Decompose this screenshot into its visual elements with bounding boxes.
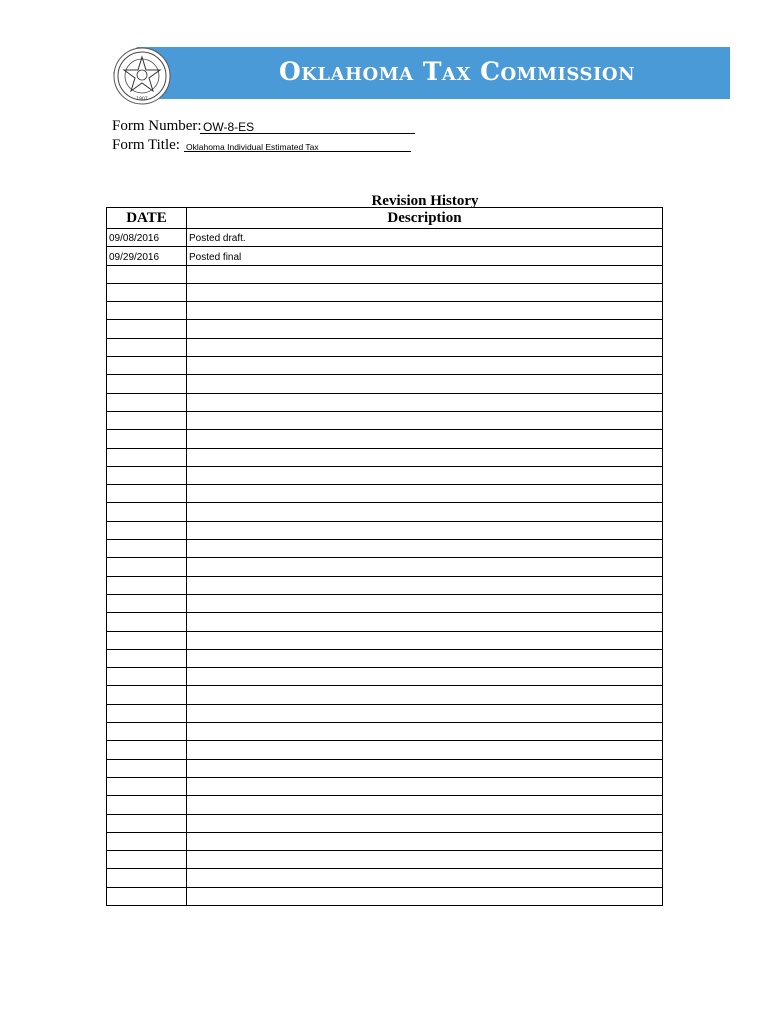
revision-date-cell — [107, 814, 187, 832]
table-row — [107, 247, 663, 265]
revision-description-cell — [187, 357, 663, 375]
form-title-row — [112, 137, 180, 154]
revision-date-cell — [107, 686, 187, 704]
revision-description-cell — [187, 283, 663, 301]
revision-description-cell — [187, 302, 663, 320]
table-row — [107, 302, 663, 320]
revision-description-cell — [187, 485, 663, 503]
revision-date-cell — [107, 338, 187, 356]
revision-date-cell — [107, 430, 187, 448]
table-row — [107, 704, 663, 722]
table-row — [107, 558, 663, 576]
state-seal-icon — [113, 47, 171, 105]
table-row — [107, 887, 663, 905]
revision-date-cell — [107, 320, 187, 338]
revision-description-cell — [187, 832, 663, 850]
revision-date-cell — [107, 869, 187, 887]
revision-description-cell — [187, 576, 663, 594]
table-row — [107, 466, 663, 484]
form-title-value: Oklahoma Individual Estimated Tax — [186, 142, 319, 152]
table-row — [107, 649, 663, 667]
revision-description-cell — [187, 723, 663, 741]
revision-date-cell — [107, 777, 187, 795]
revision-date-cell — [107, 521, 187, 539]
revision-date-cell — [107, 283, 187, 301]
table-row — [107, 613, 663, 631]
revision-description-cell — [187, 540, 663, 558]
revision-table-body — [107, 229, 663, 906]
table-row — [107, 503, 663, 521]
revision-description-cell — [187, 594, 663, 612]
table-row — [107, 521, 663, 539]
table-row — [107, 485, 663, 503]
revision-date-cell — [107, 411, 187, 429]
revision-description-cell — [187, 375, 663, 393]
table-row — [107, 448, 663, 466]
table-row — [107, 338, 663, 356]
revision-date-cell — [107, 375, 187, 393]
banner-title: Oklahoma Tax Commission — [279, 57, 636, 86]
revision-date-cell — [107, 466, 187, 484]
table-row — [107, 668, 663, 686]
revision-date-cell — [107, 265, 187, 283]
revision-date-cell — [107, 832, 187, 850]
revision-date-cell: 09/08/2016 — [107, 229, 187, 247]
form-number-value: OW-8-ES — [203, 120, 255, 134]
revision-date-cell — [107, 485, 187, 503]
revision-date-cell — [107, 448, 187, 466]
revision-description-cell — [187, 796, 663, 814]
table-row — [107, 814, 663, 832]
revision-description-cell — [187, 558, 663, 576]
table-row — [107, 869, 663, 887]
revision-description-cell — [187, 814, 663, 832]
revision-description-cell — [187, 411, 663, 429]
revision-description-cell — [187, 466, 663, 484]
table-row — [107, 540, 663, 558]
revision-table — [106, 207, 663, 906]
table-row — [107, 393, 663, 411]
revision-date-cell — [107, 558, 187, 576]
revision-description-cell — [187, 704, 663, 722]
revision-description-cell — [187, 503, 663, 521]
revision-description-cell — [187, 265, 663, 283]
revision-date-cell — [107, 594, 187, 612]
form-title-label: Form Title: — [112, 137, 180, 153]
table-row — [107, 320, 663, 338]
revision-description-cell — [187, 430, 663, 448]
date-column-header: DATE — [107, 208, 187, 229]
revision-description-cell — [187, 393, 663, 411]
revision-date-cell: 09/29/2016 — [107, 247, 187, 265]
table-row — [107, 576, 663, 594]
revision-date-cell — [107, 540, 187, 558]
form-number-row — [112, 118, 202, 135]
revision-date-cell — [107, 631, 187, 649]
table-row — [107, 686, 663, 704]
form-number-label: Form Number: — [112, 118, 202, 134]
table-header-row — [107, 208, 663, 229]
revision-description-cell — [187, 887, 663, 905]
revision-date-cell — [107, 704, 187, 722]
table-row — [107, 229, 663, 247]
revision-description-cell — [187, 851, 663, 869]
table-row — [107, 723, 663, 741]
table-row — [107, 777, 663, 795]
table-row — [107, 411, 663, 429]
revision-description-cell — [187, 686, 663, 704]
table-row — [107, 851, 663, 869]
revision-date-cell — [107, 357, 187, 375]
table-row — [107, 796, 663, 814]
table-row — [107, 357, 663, 375]
revision-date-cell — [107, 851, 187, 869]
revision-description-cell — [187, 448, 663, 466]
table-row — [107, 631, 663, 649]
agency-banner — [113, 47, 730, 102]
revision-date-cell — [107, 649, 187, 667]
revision-description-cell: Posted draft. — [187, 229, 663, 247]
description-column-header: Description — [187, 208, 663, 229]
revision-date-cell — [107, 393, 187, 411]
table-row — [107, 430, 663, 448]
revision-date-cell — [107, 302, 187, 320]
revision-description-cell — [187, 668, 663, 686]
svg-text:1907: 1907 — [136, 97, 148, 102]
table-row — [107, 741, 663, 759]
revision-description-cell — [187, 649, 663, 667]
table-row — [107, 265, 663, 283]
revision-date-cell — [107, 759, 187, 777]
revision-description-cell — [187, 338, 663, 356]
table-row — [107, 832, 663, 850]
revision-date-cell — [107, 668, 187, 686]
revision-date-cell — [107, 723, 187, 741]
revision-history-heading: Revision History — [371, 193, 479, 209]
revision-description-cell — [187, 320, 663, 338]
revision-description-cell — [187, 869, 663, 887]
revision-date-cell — [107, 613, 187, 631]
revision-description-cell — [187, 741, 663, 759]
revision-date-cell — [107, 796, 187, 814]
table-row — [107, 375, 663, 393]
revision-description-cell: Posted final — [187, 247, 663, 265]
revision-date-cell — [107, 741, 187, 759]
table-row — [107, 759, 663, 777]
revision-description-cell — [187, 631, 663, 649]
revision-description-cell — [187, 777, 663, 795]
table-row — [107, 283, 663, 301]
revision-description-cell — [187, 759, 663, 777]
revision-date-cell — [107, 503, 187, 521]
revision-date-cell — [107, 576, 187, 594]
revision-date-cell — [107, 887, 187, 905]
revision-description-cell — [187, 613, 663, 631]
revision-description-cell — [187, 521, 663, 539]
table-row — [107, 594, 663, 612]
